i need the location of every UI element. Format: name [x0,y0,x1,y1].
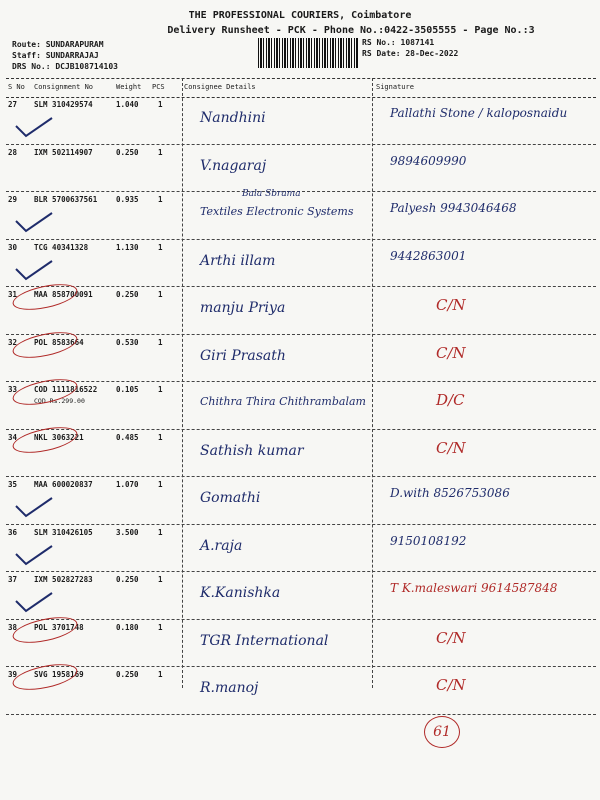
consignee-note: Bala Sbrama [242,189,301,199]
check-mark-icon [14,259,54,281]
weight-value: 0.180 [116,622,139,632]
check-mark-icon [14,116,54,138]
consignment-number: MAA 858700091 [34,290,93,299]
col-weight: Weight [116,83,142,91]
route-label: Route: SUNDARAPURAM [12,40,104,49]
document-title: THE PROFESSIONAL COURIERS, Coimbatore [188,10,412,21]
signature: Palyesh 9943046468 [390,201,517,215]
weight-value: 0.105 [116,385,139,394]
pieces-count: 1 [158,575,163,584]
weight-value: 1.040 [116,100,139,109]
consignee-name: Sathish kumar [200,442,304,459]
table-row [6,286,596,335]
consignee-name: Arthi illam [200,252,276,269]
signature: D/C [436,391,465,409]
consignment-number: POL 8583664 [34,337,84,347]
table-header [6,78,596,98]
table-row [6,524,596,573]
weight-value: 3.500 [116,527,139,537]
table-row [6,191,596,240]
consignment-number: SVG 1958169 [34,670,84,679]
signature: C/N [436,676,466,694]
table-row [6,429,596,478]
pieces-count: 1 [158,290,163,299]
consignee-name: Chithra Thira Chithrambalam [200,395,366,408]
serial-number: 37 [8,575,18,584]
consignee-name: Giri Prasath [200,347,286,364]
staff-label: Staff: SUNDARRAJAJ [12,51,99,60]
table-row [6,619,596,668]
table-row [6,144,596,193]
consignment-number: IXM 502827283 [34,575,93,584]
pieces-count: 1 [158,195,163,204]
serial-number: 34 [8,432,18,442]
table-row [6,239,596,288]
weight-value: 0.530 [116,337,139,347]
signature: 9894609990 [390,153,467,168]
serial-number: 32 [8,337,18,347]
serial-number: 29 [8,195,18,204]
pieces-count: 1 [158,622,163,632]
weight-value: 1.130 [116,242,139,252]
table-row [6,381,596,430]
serial-number: 39 [8,670,18,679]
weight-value: 0.250 [116,147,139,157]
pieces-count: 1 [158,337,163,347]
signature: Pallathi Stone / kaloposnaidu [390,106,568,120]
serial-number: 31 [8,290,18,299]
table-row [6,334,596,383]
pieces-count: 1 [158,147,163,157]
col-consignee: Consignee Details [184,83,256,91]
pieces-count: 1 [158,527,163,537]
col-consignment: Consignment No [34,83,94,91]
pieces-count: 1 [158,670,163,679]
check-mark-icon [14,591,54,613]
weight-value: 0.935 [116,195,139,204]
serial-number: 35 [8,480,18,489]
serial-number: 36 [8,527,18,537]
col-signature: Signature [376,83,414,91]
consignee-name: Textiles Electronic Systems [200,205,354,218]
pieces-count: 1 [158,480,163,489]
consignee-name: V.nagaraj [200,157,267,174]
rs-number: RS No.: 1087141 [362,38,435,47]
weight-value: 1.070 [116,480,139,489]
signature: C/N [436,343,466,362]
weight-value: 0.250 [116,575,139,584]
serial-number: 38 [8,622,18,632]
drs-number: DRS No.: DCJB108714103 [12,62,118,71]
col-pcs: PCS [152,83,165,91]
consignee-name: Gomathi [200,490,261,506]
consignee-name: A.raja [200,537,243,554]
signature: D.with 8526753086 [390,486,510,500]
weight-value: 0.485 [116,432,139,442]
weight-value: 0.250 [116,290,139,299]
check-mark-icon [14,496,54,518]
consignee-name: TGR International [200,632,329,649]
table-row [6,666,596,715]
signature: T K.maleswari 9614587848 [390,581,558,595]
table-row [6,476,596,525]
consignee-name: manju Priya [200,300,286,316]
signature: C/N [436,438,466,457]
cod-amount: COD Rs.299.00 [34,397,85,405]
consignment-number: MAA 600020837 [34,480,93,489]
consignment-number: IXM 502114907 [34,147,93,157]
consignee-name: K.Kanishka [200,585,281,601]
pieces-count: 1 [158,242,163,252]
check-mark-icon [14,211,54,233]
consignment-number: BLR 5700637561 [34,195,98,204]
serial-number: 30 [8,242,18,252]
weight-value: 0.250 [116,670,139,679]
table-row [6,96,596,145]
signature: 9150108192 [390,533,467,548]
col-sno: S No [8,83,25,91]
table-row [6,571,596,620]
pieces-count: 1 [158,385,163,394]
signature: C/N [436,296,466,314]
check-mark-icon [14,544,54,566]
consignment-number: SLM 310426105 [34,527,93,537]
pieces-count: 1 [158,432,163,442]
pieces-count: 1 [158,100,163,109]
consignee-name: Nandhini [200,110,266,126]
consignment-number: NKL 3063221 [34,432,84,442]
serial-number: 27 [8,100,18,109]
barcode [258,38,358,68]
consignment-number: POL 3701748 [34,622,84,632]
consignment-number: SLM 310429574 [34,100,93,109]
page-number-mark: 61 [424,716,460,748]
consignment-number: TCG 40341328 [34,242,89,252]
document-subtitle: Delivery Runsheet - PCK - Phone No.:0422-3505555 - Page No.:3 [167,25,535,36]
signature: C/N [436,628,466,647]
consignment-number: COD 1111816522 [34,385,98,394]
serial-number: 28 [8,147,18,157]
consignee-name: R.manoj [200,680,259,696]
serial-number: 33 [8,385,18,394]
signature: 9442863001 [390,248,467,263]
rs-date: RS Date: 28-Dec-2022 [362,49,459,58]
